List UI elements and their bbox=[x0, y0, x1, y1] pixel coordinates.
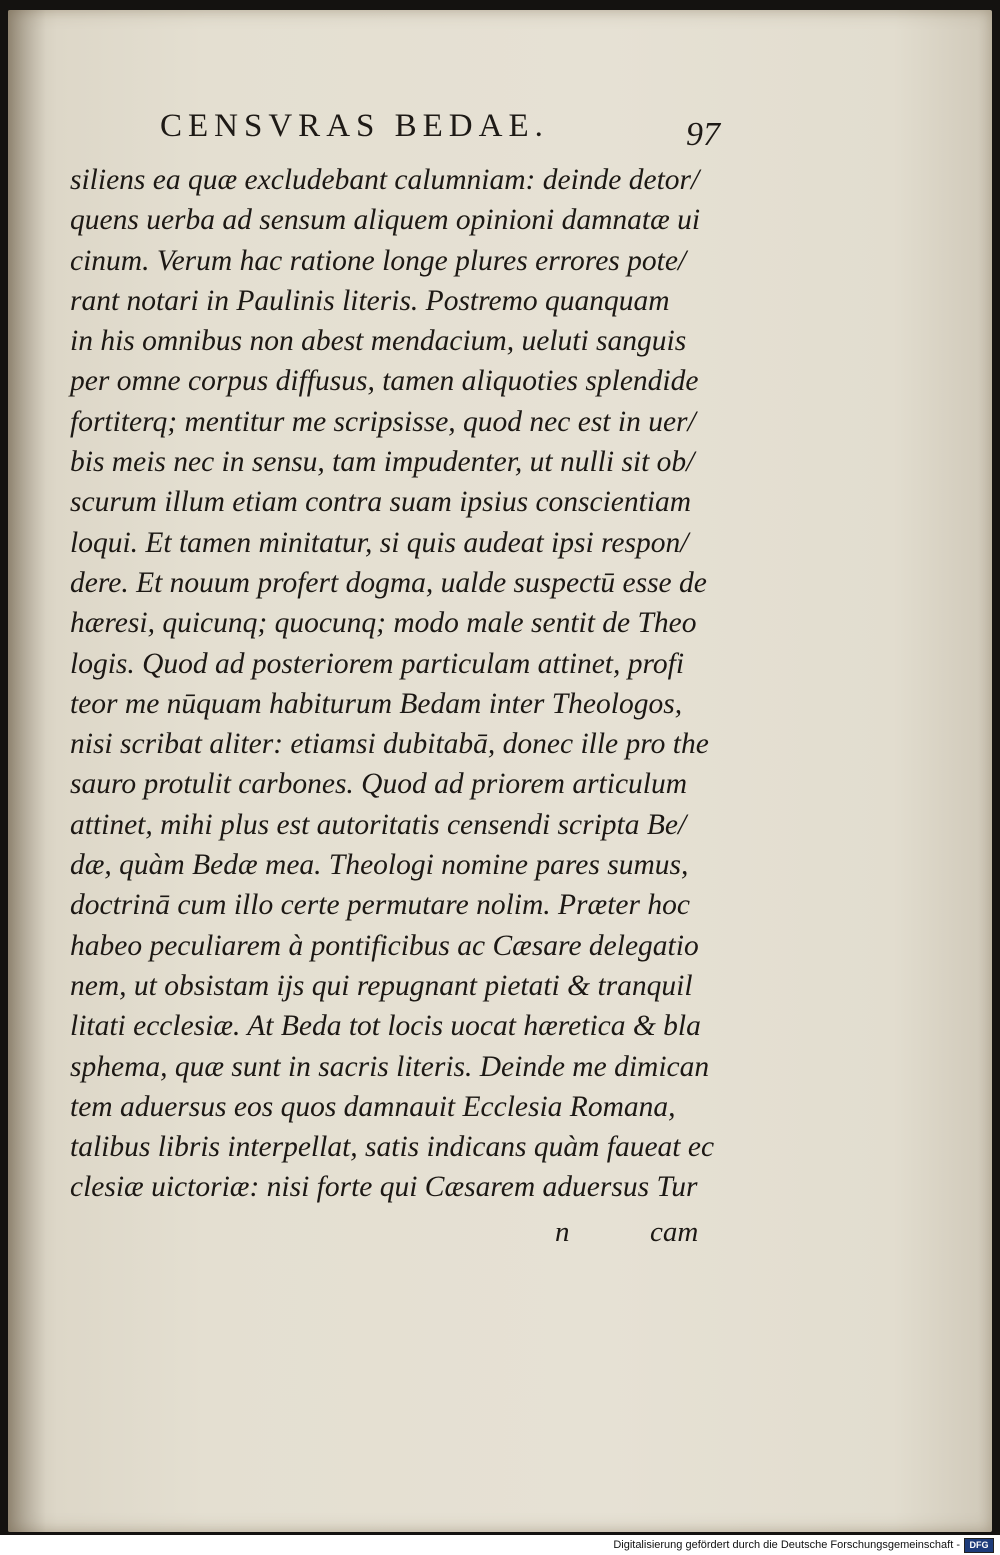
text-line: habeo peculiarem à pontificibus ac Cæsare delegatio bbox=[70, 929, 699, 962]
catchword: cam bbox=[650, 1216, 699, 1248]
text-line: fortiterq; mentitur me scripsisse, quod nec est in uer/ bbox=[70, 405, 696, 438]
text-line: per omne corpus diffusus, tamen aliquoties splendide bbox=[70, 365, 699, 398]
signature-mark: n bbox=[555, 1216, 570, 1248]
text-line: teor me nūquam habiturum Bedam inter Theologos, bbox=[70, 687, 683, 720]
text-line: nisi scribat aliter: etiamsi dubitabā, donec ille pro the bbox=[70, 728, 709, 761]
text-line: doctrinā cum illo certe permutare nolim. Præter hoc bbox=[70, 889, 690, 922]
text-line: sphema, quæ sunt in sacris literis. Deinde me dimican bbox=[70, 1050, 710, 1083]
text-line: tem aduersus eos quos damnauit Ecclesia Romana, bbox=[70, 1090, 676, 1123]
text-line: sauro protulit carbones. Quod ad priorem articulum bbox=[70, 768, 688, 801]
text-line: bis meis nec in sensu, tam impudenter, ut nulli sit ob/ bbox=[70, 446, 695, 479]
text-line: dæ, quàm Bedæ mea. Theologi nomine pares sumus, bbox=[70, 849, 689, 882]
text-line: quens uerba ad sensum aliquem opinioni damnatæ ui bbox=[70, 204, 701, 237]
text-line: rant notari in Paulinis literis. Postremo quanquam bbox=[70, 284, 670, 317]
page-number: 97 bbox=[686, 116, 720, 153]
dfg-logo: DFG bbox=[964, 1538, 994, 1553]
text-line: dere. Et nouum profert dogma, ualde suspectū esse de bbox=[70, 566, 707, 599]
body-text bbox=[70, 160, 730, 1208]
text-line: hæresi, quicunq; quocunq; modo male sentit de Theo bbox=[70, 607, 697, 640]
text-line: loqui. Et tamen minitatur, si quis audeat ipsi respon/ bbox=[70, 526, 689, 559]
text-line: attinet, mihi plus est autoritatis censendi scripta Be/ bbox=[70, 808, 687, 841]
text-line: cinum. Verum hac ratione longe plures errores pote/ bbox=[70, 244, 687, 277]
text-line: nem, ut obsistam ijs qui repugnant pietati & tranquil bbox=[70, 969, 693, 1002]
running-head: CENSVRAS BEDAE. bbox=[160, 108, 549, 144]
text-line: logis. Quod ad posteriorem particulam attinet, profi bbox=[70, 647, 685, 680]
text-line: clesiæ uictoriæ: nisi forte qui Cæsarem aduersus Tur bbox=[70, 1171, 698, 1204]
digitization-credit: Digitalisierung gefördert durch die Deutsche Forschungsgemeinschaft - bbox=[613, 1539, 960, 1551]
text-line: talibus libris interpellat, satis indicans quàm faueat ec bbox=[70, 1131, 715, 1164]
page-gutter-shadow bbox=[8, 10, 46, 1532]
text-line: siliens ea quæ excludebant calumniam: deinde detor/ bbox=[70, 164, 700, 196]
text-line: in his omnibus non abest mendacium, ueluti sanguis bbox=[70, 325, 687, 358]
text-line: scurum illum etiam contra suam ipsius conscientiam bbox=[70, 486, 692, 519]
text-line: litati ecclesiæ. At Beda tot locis uocat hæretica & bla bbox=[70, 1010, 701, 1043]
